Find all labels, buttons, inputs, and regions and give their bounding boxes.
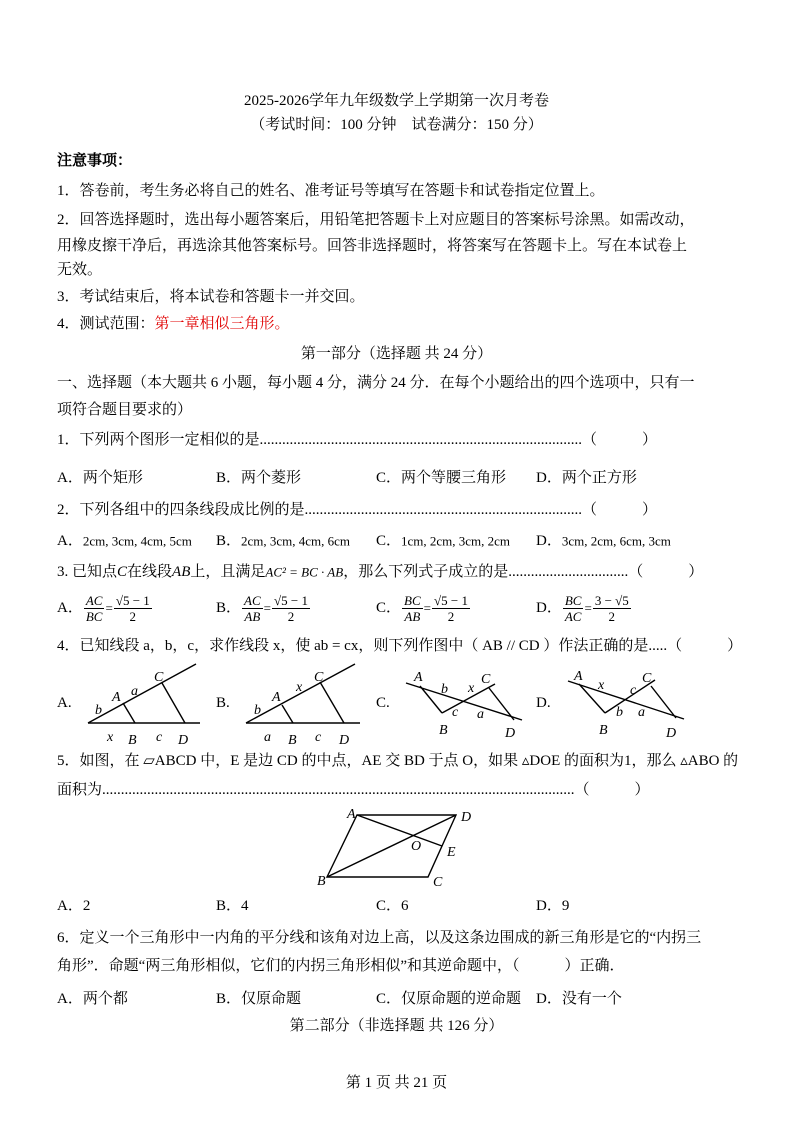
part2-heading: 第二部分（非选择题 共 126 分） [289,1018,504,1034]
equals-sign: = [105,600,113,616]
q1-option-d: D．两个正方形 [536,470,637,486]
label: A [347,807,356,822]
label: B [317,874,326,889]
q4-figure-b [246,664,360,748]
stem-text: 上，且满足 [190,564,266,580]
label: a [264,730,271,745]
notice-heading: 注意事项： [57,153,133,169]
numerator: √5 − 1 [115,593,150,608]
q1-option-b: B．两个菱形 [216,470,302,486]
denominator: 2 [287,609,295,624]
label: x [296,680,303,695]
numerator: √5 − 1 [273,593,308,608]
denominator: 2 [608,609,616,624]
label: b [95,703,102,718]
option-value: 2cm, 3cm, 4cm, 6cm [241,533,351,549]
label: x [468,681,475,696]
label: c [452,705,459,720]
stem-text: ，那么下列式子成立的是................................（ ） [343,564,704,580]
label: a [477,707,484,722]
label: E [447,845,456,860]
math: AB [172,564,191,580]
label: x [598,678,605,693]
page-footer: 第 1 页 共 21 页 [345,1075,448,1091]
label: D [666,726,677,741]
label: C [154,670,164,685]
q6-option-d: D．没有一个 [536,991,622,1007]
test-range: 第一章相似三角形。 [154,316,290,332]
numerator: AC [85,593,103,608]
q5-parallelogram-figure [317,807,471,890]
q4-stem: 4．已知线段 a，b，c，求作线段 x，使 ab = cx，则下列作图中（ AB // CD ）作法正确的是.....（ ） [57,638,743,654]
option-value: 2cm, 3cm, 4cm, 5cm [82,533,192,549]
q6-option-a: A．两个都 [57,991,128,1007]
numerator: 3 − √5 [594,593,629,608]
label: a [638,705,645,720]
label: a [131,684,138,699]
q1-stem: 1．下列两个图形一定相似的是......................................................................................（ ） [57,432,658,448]
q1-option-a: A．两个矩形 [57,470,143,486]
q4-figure-c [406,670,522,741]
label: D [505,726,516,741]
q5-option-a: A．2 [57,898,91,914]
denominator: AC [564,609,582,624]
stem-text: 3. 已知点 [57,564,118,580]
option-label: C． [376,533,402,549]
label: B [128,733,137,748]
label: c [156,730,163,745]
numerator: BC [564,593,582,608]
numerator: √5 − 1 [433,593,468,608]
equals-sign: = [584,600,592,616]
q5-option-d: D．9 [536,898,570,914]
label: B [439,723,448,738]
denominator: 2 [129,609,137,624]
label: c [630,683,637,698]
q2-stem: 2．下列各组中的四条线段成比例的是..........................................................................（ ） [57,502,658,518]
q6-stem-a: 6．定义一个三角形中一内角的平分线和该角对边上高，以及这条边围成的新三角形是它的“内拐三 [57,930,702,946]
q4-option-c: C. [376,695,390,711]
option-label: D． [536,599,562,616]
part1-heading: 第一部分（选择题 共 24 分） [300,346,493,362]
label: D [178,733,189,748]
q4-figure-a [88,664,200,748]
label: C [433,875,443,890]
label: b [616,705,623,720]
label: c [315,730,322,745]
q5-option-c: C．6 [376,898,409,914]
option-value: 3cm, 2cm, 6cm, 3cm [561,533,671,549]
option-label: A． [57,533,83,549]
denominator: AB [244,609,261,624]
q1-option-c: C．两个等腰三角形 [376,470,507,486]
label: B [599,723,608,738]
q4-option-d: D. [536,695,551,711]
q5-stem-a: 5．如图，在 ▱ABCD 中，E 是边 CD 的中点，AE 交 BD 于点 O，如果 ▵DOE 的面积为1，那么 ▵ABO 的 [57,753,739,769]
equals-sign: = [263,600,271,616]
option-label: D． [536,533,562,549]
notice-item-3: 3．考试结束后，将本试卷和答题卡一并交回。 [57,289,365,305]
notice-item-4-prefix: 4．测试范围： [57,316,155,332]
option-label: A． [57,599,83,616]
denominator: 2 [447,609,455,624]
label: x [107,730,114,745]
math-equation: AC² = BC · AB [265,564,344,580]
denominator: BC [85,609,103,624]
q6-stem-b: 角形”．命题“两三角形相似，它们的内拐三角形相似”和其逆命题中，（ ）正确． [57,958,625,974]
section-instructions-b: 项符合题目要求的） [57,402,193,418]
q6-option-b: B．仅原命题 [216,991,302,1007]
option-label: B． [216,533,242,549]
notice-item-1: 1．答卷前，考生务必将自己的姓名、准考证号等填写在答题卡和试卷指定位置上。 [57,183,605,199]
label: D [339,733,350,748]
exam-subtitle: （考试时间：100 分钟 试卷满分：150 分） [250,117,543,133]
section-instructions-a: 一、选择题（本大题共 6 小题，每小题 4 分，满分 24 分．在每个小题给出的四个选项中，只有一 [57,375,695,391]
label: A [574,669,583,684]
q6-option-c: C．仅原命题的逆命题 [376,991,522,1007]
option-label: B． [216,599,242,616]
label: b [441,682,448,697]
stem-text: 在线段 [127,564,173,580]
label: A [414,670,423,685]
q5-stem-b: 面积为..............................................................................................................................（ ） [57,782,650,798]
option-label: C． [376,599,402,616]
label: B [288,733,297,748]
exam-title: 2025-2026学年九年级数学上学期第一次月考卷 [244,93,549,109]
notice-item-2c: 无效。 [57,262,103,278]
math: C [117,564,128,580]
numerator: BC [404,593,421,608]
numerator: AC [244,593,261,608]
q4-option-a: A. [57,695,72,711]
q4-option-b: B. [216,695,230,711]
label: b [254,703,261,718]
label: O [411,839,422,854]
label: C [642,671,652,686]
q4-figure-d [568,669,684,741]
q5-option-b: B．4 [216,898,249,914]
label: D [461,810,472,825]
equals-sign: = [423,600,431,616]
option-value: 1cm, 2cm, 3cm, 2cm [401,533,511,549]
notice-item-2b: 用橡皮擦干净后，再选涂其他答案标号。回答非选择题时，将答案写在答题卡上。写在本试卷上 [57,238,688,254]
label: A [272,690,281,705]
label: A [112,690,121,705]
label: C [314,670,324,685]
notice-item-2a: 2．回答选择题时，选出每小题答案后，用铅笔把答题卡上对应题目的答案标号涂黑。如需改动， [57,212,695,228]
label: C [481,672,491,687]
denominator: AB [404,609,421,624]
